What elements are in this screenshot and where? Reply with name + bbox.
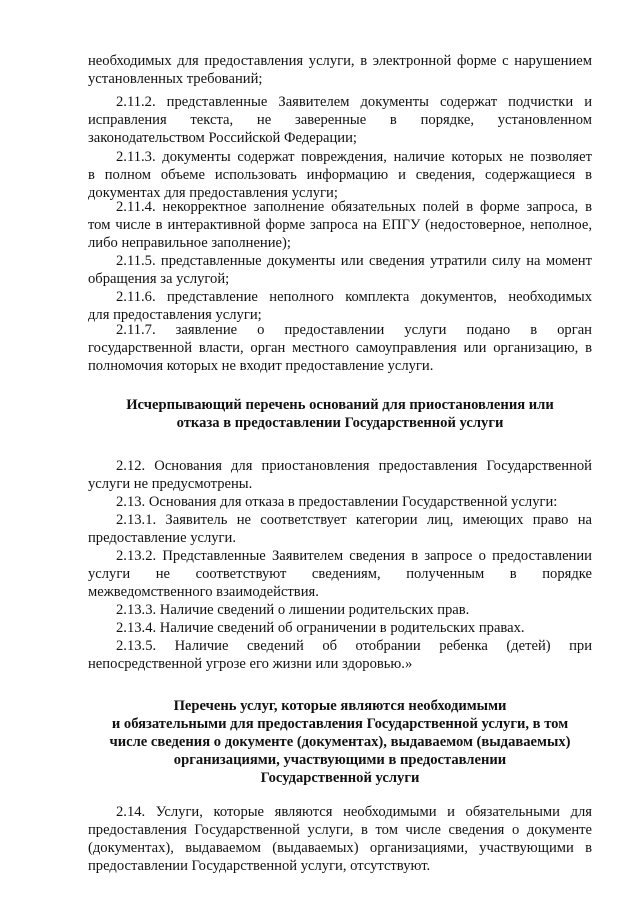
text-line: 2.11.3. документы содержат повреждения, наличие которых не позволяет: [116, 149, 592, 165]
text-line: предоставлении Государственной услуги, отсутствуют.: [88, 858, 431, 874]
section-heading: отказа в предоставлении Государственной услуги: [176, 415, 504, 431]
text-line: предоставления Государственной услуги, в том числе сведения о документе: [88, 822, 592, 838]
text-line: 2.13. Основания для отказа в предоставлении Государственной услуги:: [116, 494, 558, 510]
text-line: межведомственного взаимодействия.: [88, 584, 319, 600]
text-line: 2.13.1. Заявитель не соответствует категории лиц, имеющих право на: [116, 512, 592, 528]
text-line: (документах), выдаваемом (выдаваемых) организациями, участвующими в: [88, 840, 592, 856]
section-heading: числе сведения о документе (документах), выдаваемом (выдаваемых): [109, 734, 571, 750]
text-line: 2.11.5. представленные документы или сведения утратили силу на момент: [116, 253, 592, 269]
text-line: исправления текста, не заверенные в порядке, установленном: [88, 112, 592, 128]
text-line: обращения за услугой;: [88, 271, 230, 287]
text-line: предоставление услуги.: [88, 530, 236, 546]
text-line: услуги не соответствуют сведениям, полученным в порядке: [88, 566, 592, 582]
text-line: законодательством Российской Федерации;: [88, 130, 357, 146]
text-line: установленных требований;: [88, 71, 263, 87]
text-line: непосредственной угрозе его жизни или здоровью.»: [88, 656, 413, 672]
text-line: 2.11.4. некорректное заполнение обязательных полей в форме запроса, в: [116, 199, 592, 215]
section-heading: Исчерпывающий перечень оснований для приостановления или: [126, 397, 554, 413]
text-line: необходимых для предоставления услуги, в электронной форме с нарушением: [88, 53, 592, 69]
text-line: 2.13.4. Наличие сведений об ограничении в родительских правах.: [116, 620, 525, 636]
text-line: государственной власти, орган местного самоуправления или организацию, в: [88, 340, 592, 356]
text-line: 2.13.3. Наличие сведений о лишении родительских прав.: [116, 602, 470, 618]
text-line: 2.11.6. представление неполного комплекта документов, необходимых: [116, 289, 592, 305]
text-line: 2.13.5. Наличие сведений об отобрании ребенка (детей) при: [116, 638, 592, 654]
text-line: том числе в интерактивной форме запроса на ЕПГУ (недостоверное, неполное,: [88, 217, 592, 233]
text-line: либо неправильное заполнение);: [88, 235, 291, 251]
text-line: 2.12. Основания для приостановления предоставления Государственной: [116, 458, 592, 474]
text-line: для предоставления услуги;: [88, 307, 262, 323]
text-line: 2.13.2. Представленные Заявителем сведения в запросе о предоставлении: [116, 548, 592, 564]
text-line: 2.11.2. представленные Заявителем документы содержат подчистки и: [116, 94, 592, 110]
text-line: в полном объеме использовать информацию и сведения, содержащиеся в: [88, 167, 592, 183]
text-line: полномочия которых не входит предоставление услуги.: [88, 358, 434, 374]
text-line: 2.14. Услуги, которые являются необходимыми и обязательными для: [116, 804, 592, 820]
section-heading: организациями, участвующими в предоставлении: [173, 752, 507, 768]
text-line: 2.11.7. заявление о предоставлении услуги подано в орган: [116, 322, 592, 338]
section-heading: Государственной услуги: [260, 770, 420, 786]
section-heading: Перечень услуг, которые являются необходимыми: [173, 698, 507, 714]
text-line: услуги не предусмотрены.: [88, 476, 253, 492]
section-heading: и обязательными для предоставления Государственной услуги, в том: [111, 716, 569, 732]
text-line: документах для предоставления услуги;: [88, 185, 338, 201]
